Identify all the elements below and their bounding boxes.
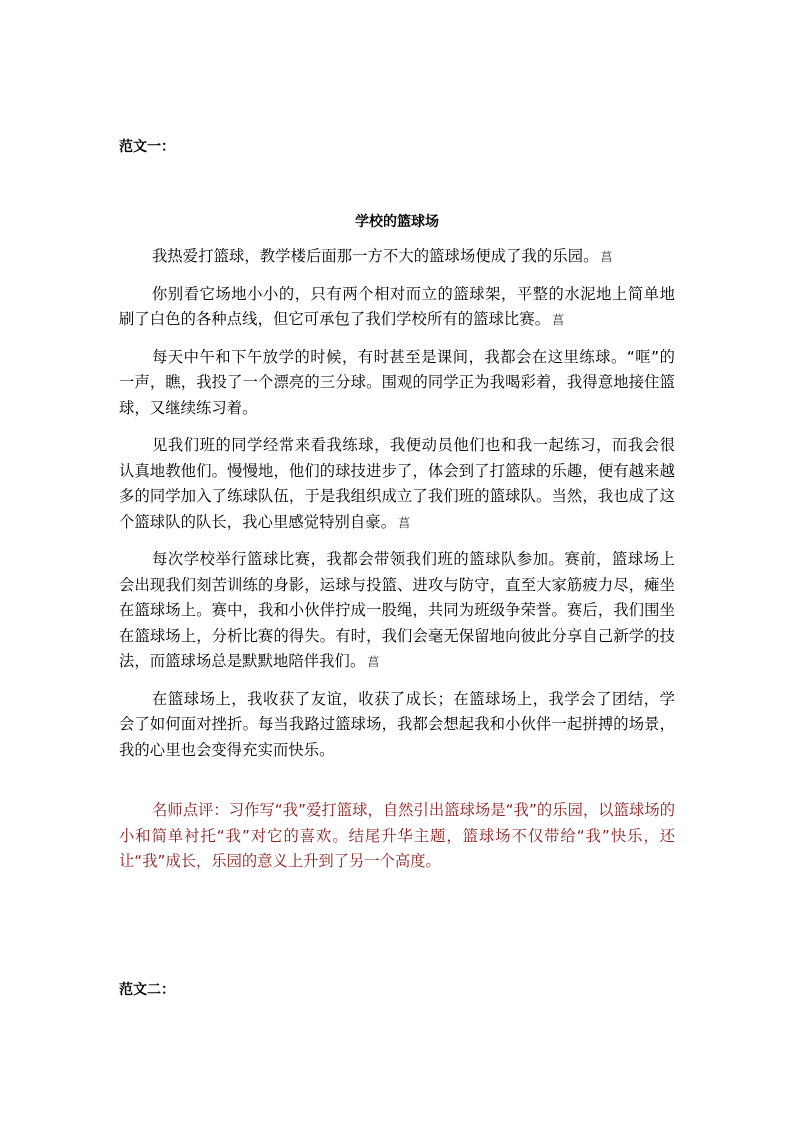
paragraph-mark: 菖 [398, 515, 411, 530]
paragraph-text: 每次学校举行篮球比赛，我都会带领我们班的篮球队参加。赛前，篮球场上会出现我们刻苦训练的身影，运球与投篮、进攻与防守，直至大家筋疲力尽，瘫坐在篮球场上。赛中，我和小伙伴拧成一股绳，共同为班级争荣誉。赛后，我们围坐在篮球场上，分析比赛的得失。有时，我们会毫无保留地向彼此分享自己新学的技法，而篮球场总是默默地陪伴我们。 [119, 550, 675, 670]
paragraph-mark: 菖 [600, 250, 613, 264]
paragraph-text: 在篮球场上，我收获了友谊，收获了成长；在篮球场上，我学会了团结，学会了如何面对挫折。每当我路过篮球场，我都会想起我和小伙伴一起拼搏的场景，我的心里也会变得充实而快乐。 [119, 689, 675, 759]
article-paragraph [119, 345, 675, 423]
article-paragraph [119, 687, 675, 765]
paragraph-mark: 菖 [552, 313, 565, 327]
paragraph-text: 每天中午和下午放学的时候，有时甚至是课间，我都会在这里练球。“哐”的一声，瞧，我投了一个漂亮的三分球。围观的同学正为我喝彩着，我得意地接住篮球，又继续练习着。 [119, 347, 675, 417]
article-paragraph [119, 547, 675, 676]
paragraph-text: 你别看它场地小小的，只有两个相对而立的篮球架，平整的水泥地上简单地刷了白色的各种点线，但它可承包了我们学校所有的篮球比赛。 [119, 284, 675, 328]
article-title: 学校的篮球场 [355, 214, 439, 230]
paragraph-mark: 菖 [367, 655, 380, 669]
section-heading-2: 范文二： [119, 982, 175, 998]
article-paragraph [119, 433, 675, 536]
article-body [119, 244, 675, 775]
paragraph-text: 见我们班的同学经常来看我练球，我便动员他们也和我一起练习，而我会很认真地教他们。慢慢地，他们的球技进步了，体会到了打篮球的乐趣，便有越来越多的同学加入了练球队伍，于是我组织成立了我们班的篮球队。当然，我也成了这个篮球队的队长，我心里感觉特别自豪。 [119, 436, 675, 531]
article-paragraph [119, 282, 675, 334]
section-heading-1: 范文一： [119, 139, 175, 155]
paragraph-text: 我热爱打篮球，教学楼后面那一方不大的篮球场便成了我的乐园。 [152, 247, 599, 265]
article-paragraph [119, 244, 675, 271]
teacher-comment: 名师点评：习作写“我”爱打篮球，自然引出篮球场是“我”的乐园，以篮球场的小和简单衬托“我”对它的喜欢。结尾升华主题，篮球场不仅带给“我”快乐，还让“我”成长，乐园的意义上升到了另一个高度。 [119, 801, 675, 870]
